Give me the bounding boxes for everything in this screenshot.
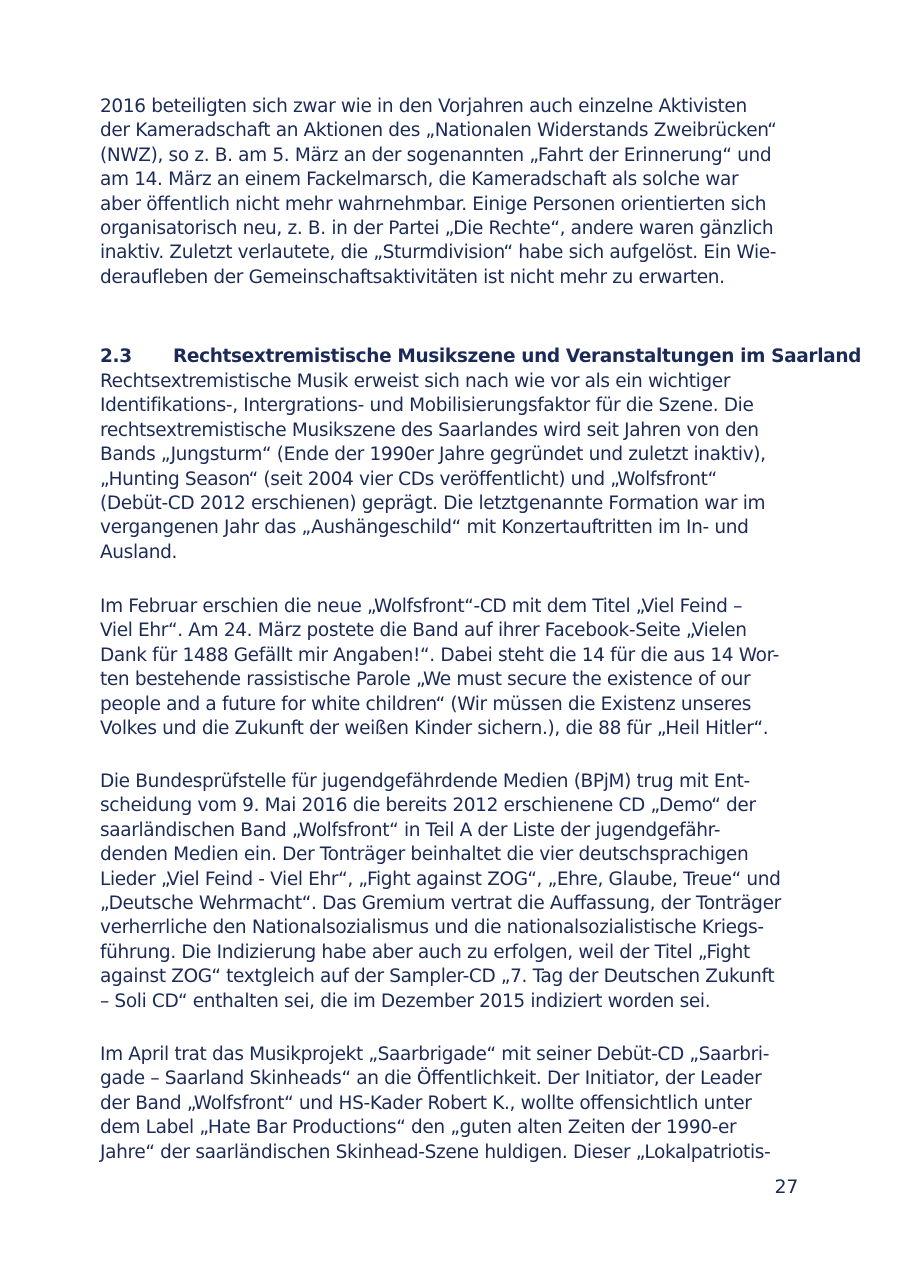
paragraph-bpjm bbox=[100, 770, 800, 1014]
paragraph-saarbrigade bbox=[100, 1043, 800, 1165]
text-line: vergangenen Jahr das „Aushängeschild“ mit Konzertauftritten im In- und bbox=[100, 517, 749, 539]
text-line: denden Medien ein. Der Tonträger beinhaltet die vier deutschsprachigen bbox=[100, 844, 749, 866]
text-line: der Kameradschaft an Aktionen des „Nationalen Widerstands Zweibrücken“ bbox=[100, 120, 777, 142]
text-line: ten bestehende rassistische Parole „We must secure the existence of our bbox=[100, 669, 751, 691]
section-number: 2.3 bbox=[100, 346, 132, 367]
text-line: inaktiv. Zuletzt verlautete, die „Sturmdivision“ habe sich aufgelöst. Ein Wie- bbox=[100, 242, 777, 264]
text-line: Ausland. bbox=[100, 541, 178, 563]
section-heading bbox=[100, 345, 862, 369]
text-line: Im April trat das Musikprojekt „Saarbrigade“ mit seiner Debüt-CD „Saarbri- bbox=[100, 1044, 770, 1065]
text-line: Dank für 1488 Gefällt mir Angaben!“. Dabei steht die 14 für die aus 14 Wor- bbox=[100, 644, 779, 666]
text-line: der Band „Wolfsfront“ und HS-Kader Robert K., wollte offensichtlich unter bbox=[100, 1092, 752, 1114]
text-line: Identifikations-, Intergrations- und Mobilisierungsfaktor für die Szene. Die bbox=[100, 395, 754, 417]
text-line: „Deutsche Wehrmacht“. Das Gremium vertrat die Auffassung, der Tonträger bbox=[100, 892, 781, 914]
text-line: (NWZ), so z. B. am 5. März an der sogenannten „Fahrt der Erinnerung“ und bbox=[100, 144, 772, 166]
text-line: scheidung vom 9. Mai 2016 die bereits 2012 erschienene CD „Demo“ der bbox=[100, 795, 756, 817]
text-line: Bands „Jungsturm“ (Ende der 1990er Jahre gegründet und zuletzt inaktiv), bbox=[100, 444, 766, 466]
paragraph-kameradschaft bbox=[100, 95, 800, 290]
text-line: dem Label „Hate Bar Productions“ den „guten alten Zeiten der 1990-er bbox=[100, 1117, 737, 1139]
text-line: Jahre“ der saarländischen Skinhead-Szene huldigen. Dieser „Lokalpatriotis- bbox=[100, 1141, 771, 1163]
text-line: gade – Saarland Skinheads“ an die Öffentlichkeit. Der Initiator, der Leader bbox=[100, 1068, 762, 1090]
text-line: Im Februar erschien die neue „Wolfsfront“-CD mit dem Titel „Viel Feind – bbox=[100, 596, 742, 617]
text-line: organisatorisch neu, z. B. in der Partei „Die Rechte“, andere waren gänzlich bbox=[100, 217, 774, 239]
text-line: Viel Ehr“. Am 24. März postete die Band auf ihrer Facebook-Seite „Vielen bbox=[100, 620, 747, 642]
text-line: saarländischen Band „Wolfsfront“ in Teil A der Liste der jugendgefähr- bbox=[100, 819, 721, 841]
section-title: Rechtsextremistische Musikszene und Veranstaltungen im Saarland bbox=[173, 346, 862, 367]
text-line: aber öffentlich nicht mehr wahrnehmbar. Einige Personen orientierten sich bbox=[100, 193, 767, 215]
text-line: (Debüt-CD 2012 erschienen) geprägt. Die letztgenannte Formation war im bbox=[100, 492, 766, 514]
paragraph-wolfsfront-cd bbox=[100, 595, 800, 741]
text-line: rechtsextremistische Musikszene des Saarlandes wird seit Jahren von den bbox=[100, 419, 759, 441]
text-line: verherrliche den Nationalsozialismus und die nationalsozialistische Kriegs- bbox=[100, 917, 764, 939]
text-line: Volkes und die Zukunft der weißen Kinder sichern.), die 88 für „Heil Hitler“. bbox=[100, 717, 769, 739]
text-line: „Hunting Season“ (seit 2004 vier CDs veröffentlicht) und „Wolfsfront“ bbox=[100, 468, 717, 490]
text-line: deraufleben der Gemeinschaftsaktivitäten ist nicht mehr zu erwarten. bbox=[100, 266, 725, 288]
text-line: Die Bundesprüfstelle für jugendgefährdende Medien (BPjM) trug mit Ent- bbox=[100, 771, 750, 792]
text-line: 2016 beteiligten sich zwar wie in den Vorjahren auch einzelne Aktivisten bbox=[100, 96, 747, 117]
text-line: people and a future for white children“ (Wir müssen die Existenz unseres bbox=[100, 693, 752, 715]
text-line: am 14. März an einem Fackelmarsch, die Kameradschaft als solche war bbox=[100, 169, 739, 191]
paragraph-musikszene bbox=[100, 370, 800, 565]
text-line: führung. Die Indizierung habe aber auch zu erfolgen, weil der Titel „Fight bbox=[100, 941, 750, 963]
text-line: Rechtsextremistische Musik erweist sich nach wie vor als ein wichtiger bbox=[100, 371, 731, 392]
text-line: against ZOG“ textgleich auf der Sampler-CD „7. Tag der Deutschen Zukunft bbox=[100, 966, 775, 988]
text-line: Lieder „Viel Feind - Viel Ehr“, „Fight against ZOG“, „Ehre, Glaube, Treue“ und bbox=[100, 868, 781, 890]
text-line: – Soli CD“ enthalten sei, die im Dezember 2015 indiziert worden sei. bbox=[100, 990, 711, 1012]
page-number: 27 bbox=[774, 1176, 798, 1198]
